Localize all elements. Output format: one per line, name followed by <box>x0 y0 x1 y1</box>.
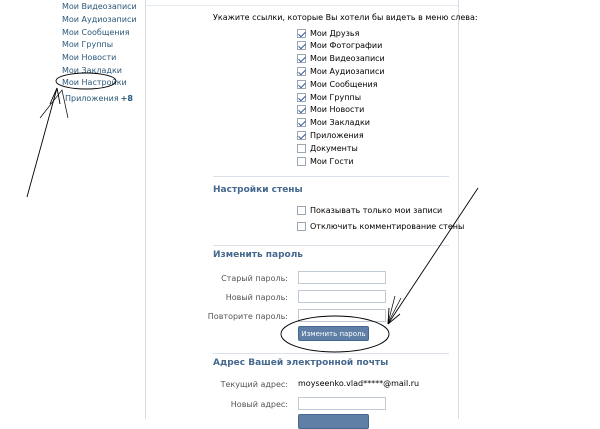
old-password-label: Старый пароль: <box>221 274 288 283</box>
nav-item-messages[interactable]: Мои Сообщения <box>62 28 130 37</box>
settings-highlight-ellipse <box>56 73 116 89</box>
apps-label: Приложения <box>65 94 119 103</box>
menu-links-hint: Укажите ссылки, которые Вы хотели бы видеть в меню слева: <box>213 13 478 22</box>
menu-link-label: Мои Гости <box>310 156 354 166</box>
wall-section-title: Настройки стены <box>213 185 303 195</box>
wall-option-label: Показывать только мои записи <box>310 205 443 215</box>
menu-link-label: Приложения <box>310 130 364 140</box>
new-password-label: Новый пароль: <box>225 293 288 302</box>
current-email-value: moyseenko.vlad*****@mail.ru <box>298 379 420 388</box>
nav-item-settings[interactable]: Мои Настройки <box>62 78 127 87</box>
nav-item-bookmarks[interactable]: Мои Закладки <box>62 66 122 75</box>
menu-link-label: Мои Фотографии <box>310 41 383 51</box>
menu-link-label: Мои Друзья <box>310 28 360 38</box>
arrow-line-to-button <box>388 188 478 324</box>
nav-item-audio[interactable]: Мои Аудиозаписи <box>62 15 137 24</box>
menu-link-label: Мои Новости <box>310 105 365 115</box>
repeat-password-label: Повторите пароль: <box>207 312 288 321</box>
menu-link-label: Мои Аудиозаписи <box>310 66 385 76</box>
email-section-title: Адрес Вашей электронной почты <box>213 358 389 368</box>
arrow-line-to-settings <box>27 88 57 197</box>
menu-link-label: Мои Видеозаписи <box>310 54 385 64</box>
menu-link-label: Документы <box>310 143 358 153</box>
button-highlight-ellipse <box>281 316 389 352</box>
new-email-label: Новый адрес: <box>230 400 288 409</box>
nav-item-news[interactable]: Мои Новости <box>62 53 117 62</box>
nav-item-videos[interactable]: Мои Видеозаписи <box>62 2 137 11</box>
menu-link-label: Мои Закладки <box>310 118 370 128</box>
nav-item-groups[interactable]: Мои Группы <box>62 40 114 49</box>
menu-link-label: Мои Группы <box>310 92 362 102</box>
wall-option-label: Отключить комментирование стены <box>310 221 465 231</box>
current-email-label: Текущий адрес: <box>220 380 288 389</box>
change-password-button[interactable]: Изменить пароль <box>298 326 369 341</box>
password-section-title: Изменить пароль <box>213 250 303 260</box>
menu-link-label: Мои Сообщения <box>310 79 378 89</box>
apps-badge: +8 <box>120 94 133 103</box>
